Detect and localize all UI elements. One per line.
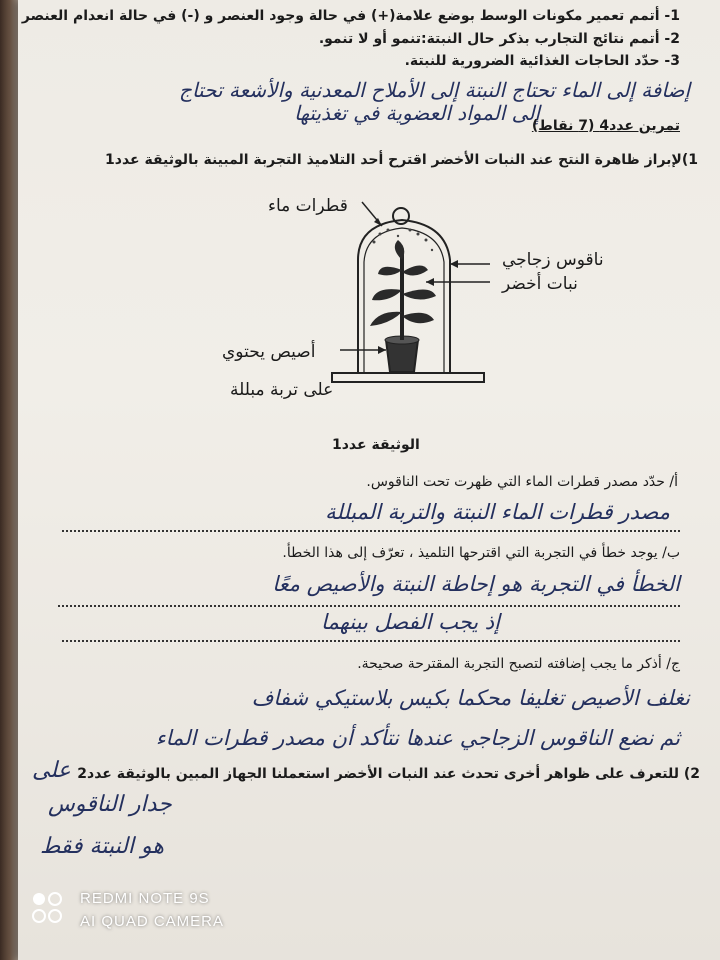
handwritten-answer-a: مصدر قطرات الماء النبتة والتربة المبللة bbox=[325, 500, 670, 524]
question-c: ج/ أذكر ما يجب إضافته لتصبح التجربة المقترحة صحيحة. bbox=[357, 656, 680, 672]
label-glass-bell: ناقوس زجاجي bbox=[502, 250, 604, 270]
answer-line-a bbox=[62, 530, 680, 532]
answer-line-b1 bbox=[58, 605, 680, 607]
label-water-drops: قطرات ماء bbox=[268, 196, 348, 216]
handwritten-answer-c1: نغلف الأصيص تغليفا محكما بكيس بلاستيكي شفاف bbox=[251, 686, 690, 710]
question-b: ب/ يوجد خطأ في التجربة التي اقترحها التلميذ ، تعرّف إلى هذا الخطأ. bbox=[282, 545, 680, 561]
margin-answer-1: على bbox=[32, 758, 71, 783]
bell-knob bbox=[393, 208, 409, 224]
question-1: 1- أتمم تعمير مكونات الوسط بوضع علامة(+) في حالة وجود العنصر و (-) في حالة انعدام العنصر bbox=[21, 8, 680, 24]
answer-line-b2 bbox=[62, 640, 680, 642]
document-1-title: الوثيقة عدد1 bbox=[332, 437, 420, 453]
question-3: 3- حدّد الحاجات الغذائية الضرورية للنبتة. bbox=[404, 53, 680, 69]
part2-intro: 2) للتعرف على ظواهر أخرى تحدث عند النبات الأخضر استعملنا الجهاز المبين بالوثيقة عدد2 bbox=[77, 766, 700, 782]
label-pot-line1: أصيص يحتوي bbox=[222, 342, 316, 362]
plant-pot bbox=[386, 340, 418, 372]
handwritten-answer-b1: الخطأ في التجربة هو إحاطة النبتة والأصيص معًا bbox=[272, 572, 680, 596]
margin-answer-3: هو النبتة فقط bbox=[40, 834, 165, 859]
label-green-plant: نبات أخضر bbox=[502, 274, 578, 294]
exercise-title: تمرين عدد4 (7 نقاط) bbox=[531, 118, 680, 134]
question-2: 2- أتمم نتائج التجارب بذكر حال النبتة:تنمو أو لا تنمو. bbox=[318, 31, 680, 47]
glass-plate bbox=[332, 373, 484, 382]
question-a: أ/ حدّد مصدر قطرات الماء التي ظهرت تحت الناقوس. bbox=[366, 474, 678, 490]
label-pot-line2: على تربة مبللة bbox=[230, 380, 334, 400]
handwritten-answer-c2: ثم نضع الناقوس الزجاجي عندها نتأكد أن مصدر قطرات الماء bbox=[155, 726, 680, 750]
handwritten-answer-3-line1: إضافة إلى الماء تحتاج النبتة إلى الأملاح المعدنية والأشعة تحتاج bbox=[179, 78, 690, 102]
watermark-line1: REDMI NOTE 9S bbox=[80, 890, 210, 907]
watermark-line2: AI QUAD CAMERA bbox=[80, 913, 225, 930]
handwritten-answer-3-line2: إلى المواد العضوية في تغذيتها bbox=[294, 101, 540, 125]
handwritten-answer-b2: إذ يجب الفصل بينهما bbox=[321, 610, 500, 634]
camera-logo-icon bbox=[30, 890, 66, 926]
margin-answer-2: جدار الناقوس bbox=[48, 792, 172, 817]
part1-intro: 1)لإبراز ظاهرة النتح عند النبات الأخضر اقترح أحد التلاميذ التجربة المبينة بالوثيقة عدد1 bbox=[105, 152, 698, 168]
